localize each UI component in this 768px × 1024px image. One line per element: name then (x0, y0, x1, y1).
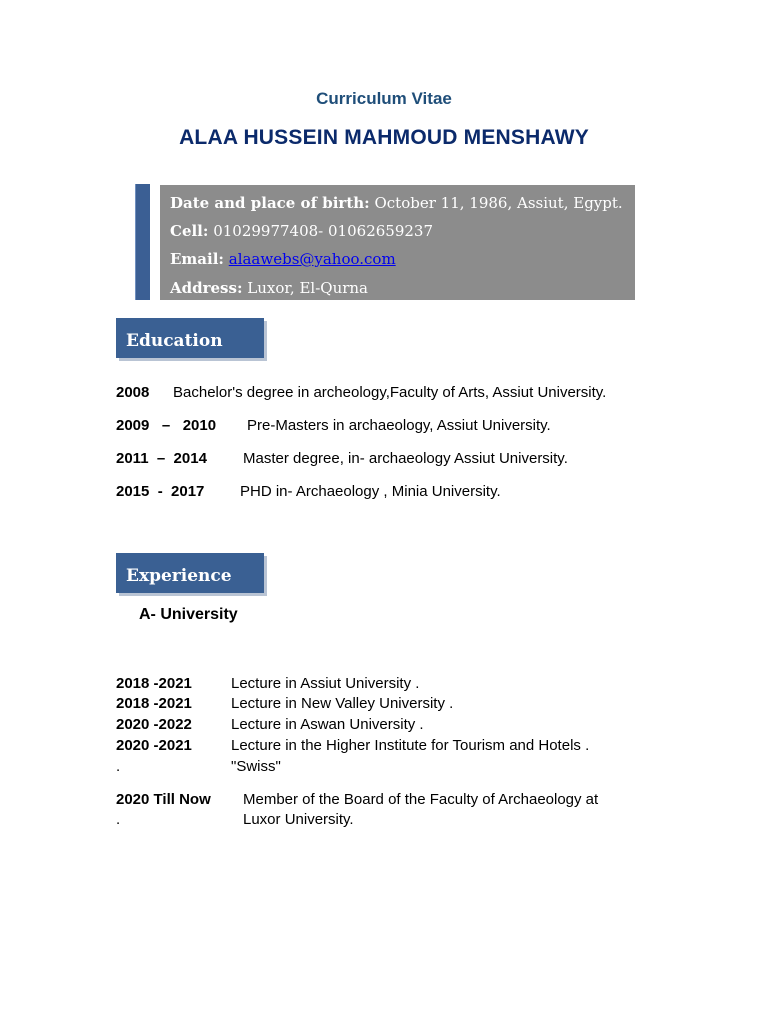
education-years: 2015 - 2017 (116, 483, 205, 500)
education-text: Bachelor's degree in archeology,Faculty of Arts, Assiut University. (173, 384, 607, 401)
address-value: Luxor, El-Qurna (247, 279, 368, 297)
birth-line (170, 194, 623, 212)
experience-continuation: "Swiss" (231, 758, 281, 775)
birth-value: October 11, 1986, Assiut, Egypt. (374, 194, 623, 212)
address-line (170, 279, 368, 297)
experience-dot: . (116, 811, 121, 828)
education-years: 2009 – 2010 (116, 417, 217, 434)
education-text: PHD in- Archaeology , Minia University. (240, 483, 501, 500)
email-line (170, 250, 396, 268)
cv-subtitle: Curriculum Vitae (316, 89, 452, 108)
address-label: Address: (170, 279, 243, 297)
experience-text: Member of the Board of the Faculty of Archaeology at (243, 791, 599, 808)
info-box (160, 185, 635, 300)
education-heading: Education (116, 318, 264, 358)
experience-subheading: A- University (139, 606, 238, 623)
experience-continuation: Luxor University. (243, 811, 354, 828)
cell-line (170, 222, 433, 240)
experience-years: 2020 Till Now (116, 791, 211, 808)
experience-heading: Experience (116, 553, 264, 593)
cv-name: ALAA HUSSEIN MAHMOUD MENSHAWY (179, 126, 589, 149)
education-years: 2008 (116, 384, 150, 401)
experience-text: Lecture in New Valley University . (231, 695, 454, 712)
experience-dot: . (116, 758, 121, 775)
experience-years: 2020 -2022 (116, 716, 192, 733)
email-label: Email: (170, 250, 224, 268)
experience-years: 2018 -2021 (116, 675, 192, 692)
experience-text: Lecture in Aswan University . (231, 716, 424, 733)
birth-label: Date and place of birth: (170, 194, 370, 212)
info-accent-bar (135, 184, 150, 300)
experience-text: Lecture in Assiut University . (231, 675, 420, 692)
experience-years: 2018 -2021 (116, 695, 192, 712)
cell-label: Cell: (170, 222, 209, 240)
education-text: Master degree, in- archaeology Assiut University. (243, 450, 568, 467)
education-years: 2011 – 2014 (116, 450, 207, 467)
experience-years: 2020 -2021 (116, 737, 192, 754)
email-link[interactable]: alaawebs@yahoo.com (228, 250, 396, 268)
experience-text: Lecture in the Higher Institute for Tourism and Hotels . (231, 737, 590, 754)
cell-value: 01029977408- 01062659237 (213, 222, 433, 240)
education-text: Pre-Masters in archaeology, Assiut University. (247, 417, 551, 434)
